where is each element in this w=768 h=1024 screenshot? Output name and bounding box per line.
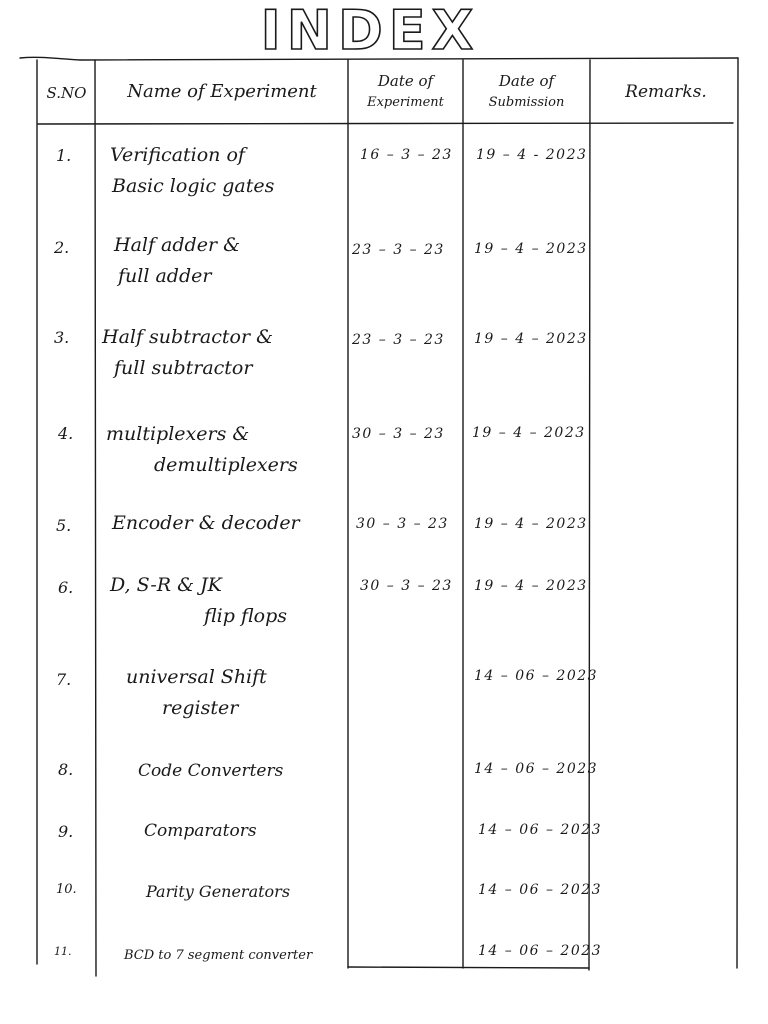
header-remarks: Remarks. xyxy=(625,82,707,102)
row-11-date-submission: 14 – 06 – 2023 xyxy=(478,943,603,959)
row-8-date-submission: 14 – 06 – 2023 xyxy=(474,761,599,777)
header-bottom-line xyxy=(38,123,733,124)
row-3-date-experiment: 23 – 3 – 23 xyxy=(352,332,445,348)
row-10-date-submission: 14 – 06 – 2023 xyxy=(478,882,603,898)
row-6-date-submission: 19 – 4 – 2023 xyxy=(474,578,588,594)
row-4-name-line2: demultiplexers xyxy=(154,454,298,476)
row-5-date-experiment: 30 – 3 – 23 xyxy=(356,516,449,532)
row-9-name-line1: Comparators xyxy=(144,821,257,841)
row-2-name-line1: Half adder & xyxy=(114,234,240,256)
row-2-date-submission: 19 – 4 – 2023 xyxy=(474,241,588,257)
row-11-name xyxy=(124,940,312,971)
header-name: Name of Experiment xyxy=(127,81,317,102)
row-5-sno: 5. xyxy=(56,516,72,535)
row-8-sno: 8. xyxy=(58,760,74,779)
row-7-date-submission: 14 – 06 – 2023 xyxy=(474,668,599,684)
row-8-name-line1: Code Converters xyxy=(138,761,284,781)
row-7-sno: 7. xyxy=(56,670,72,689)
row-7-name xyxy=(126,662,267,724)
row-4-sno: 4. xyxy=(58,424,74,443)
header-date-submission-line2: Submission xyxy=(488,95,565,110)
page-title: INDEX xyxy=(260,0,480,62)
row-7-name-line1: universal Shift xyxy=(126,666,267,688)
row-4-name-line1: multiplexers & xyxy=(106,423,250,445)
row-10-name xyxy=(146,876,290,907)
row-7-name-line2: register xyxy=(162,697,239,719)
row-3-name-line2: full subtractor xyxy=(114,357,253,379)
row-2-name-line2: full adder xyxy=(118,265,212,287)
row-3-name-line1: Half subtractor & xyxy=(102,326,273,348)
row-8-name xyxy=(138,756,283,787)
row-4-date-submission: 19 – 4 – 2023 xyxy=(472,425,586,441)
row-1-date-experiment: 16 – 3 – 23 xyxy=(360,147,453,163)
row-6-sno: 6. xyxy=(58,578,74,597)
header-date-experiment xyxy=(349,70,462,114)
row-2-date-experiment: 23 – 3 – 23 xyxy=(352,242,445,258)
row-3-sno: 3. xyxy=(54,328,70,347)
row-4-date-experiment: 30 – 3 – 23 xyxy=(352,426,445,442)
table-bottom-line xyxy=(348,967,589,968)
row-1-name-line1: Verification of xyxy=(110,144,245,166)
row-9-name xyxy=(144,816,257,847)
header-date-submission-line1: Date of xyxy=(498,72,555,90)
right-border xyxy=(737,58,738,968)
row-1-name-line2: Basic logic gates xyxy=(112,175,275,197)
row-3-name xyxy=(102,322,273,384)
row-11-sno: 11. xyxy=(54,945,72,958)
row-6-name-line1: D, S-R & JK xyxy=(110,574,222,596)
header-sno: S.NO xyxy=(46,84,87,102)
header-date-submission xyxy=(464,70,589,114)
row-9-sno: 9. xyxy=(58,822,74,841)
header-date-experiment-line2: Experiment xyxy=(367,95,444,110)
row-4-name xyxy=(106,419,298,481)
row-3-date-submission: 19 – 4 – 2023 xyxy=(474,331,588,347)
row-2-sno: 2. xyxy=(54,238,70,257)
row-5-date-submission: 19 – 4 – 2023 xyxy=(474,516,588,532)
row-10-sno: 10. xyxy=(56,882,77,897)
row-1-sno: 1. xyxy=(56,146,72,165)
row-5-name xyxy=(112,508,300,539)
row-5-name-line1: Encoder & decoder xyxy=(112,512,300,534)
row-2-name xyxy=(114,230,240,292)
row-11-name-line1: BCD to 7 segment converter xyxy=(124,948,313,963)
row-1-name xyxy=(110,140,274,202)
row-6-name-line2: flip flops xyxy=(204,605,287,627)
row-6-date-experiment: 30 – 3 – 23 xyxy=(360,578,453,594)
row-1-date-submission: 19 – 4 - 2023 xyxy=(476,147,588,163)
row-6-name xyxy=(110,570,287,632)
row-9-date-submission: 14 – 06 – 2023 xyxy=(478,822,603,838)
row-10-name-line1: Parity Generators xyxy=(146,882,291,901)
header-date-experiment-line1: Date of xyxy=(377,72,434,90)
